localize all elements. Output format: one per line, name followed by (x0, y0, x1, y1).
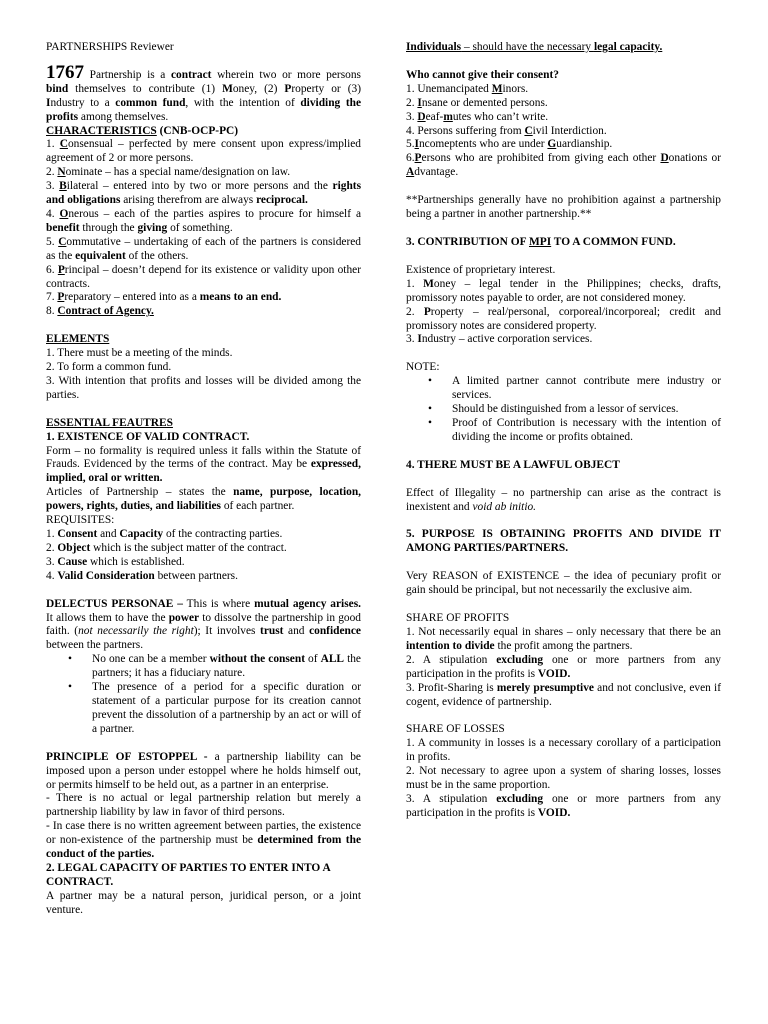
text-run: 1. Not necessarily equal in shares – only necessary that there be an (406, 626, 721, 638)
text-run: eaf- (425, 110, 444, 123)
text-run: without the consent (209, 653, 305, 666)
characteristics-heading-label: CHARACTERISTICS (46, 124, 157, 137)
characteristic-item (46, 180, 361, 208)
text-run: confidence (309, 625, 361, 638)
form-paragraph (46, 445, 361, 487)
text-run: oney, (2) (232, 82, 285, 95)
losses-item (406, 737, 721, 765)
text-run: C (58, 235, 67, 248)
text-run: of (304, 653, 321, 666)
partnership-note: **Partnerships generally have no prohibition against a partnership being a partner in another partnership.** (406, 194, 721, 221)
text-run: expressed, implied, oral or written. (46, 458, 361, 485)
text-run: name, purpose, location, powers, rights, duties, and liabilities (46, 486, 362, 513)
text-run: C (59, 138, 68, 151)
essential-features-heading-label: ESSENTIAL FEAUTRES (46, 416, 173, 429)
text-run: I (417, 96, 422, 109)
elements-heading (46, 333, 361, 347)
delectus-bullet-list (46, 653, 361, 736)
text-run: dividing the profits (46, 96, 361, 123)
text-run: M (222, 82, 233, 95)
text-run: Individuals (406, 41, 462, 53)
text-run: I (46, 96, 51, 109)
text-run: 4. Persons suffering from (406, 124, 525, 137)
article-text (46, 69, 361, 123)
text-run: one or more partners from any participation in the profits is (406, 653, 721, 680)
cannot-consent-item (406, 125, 721, 139)
text-run: arising therefrom are always (120, 194, 257, 207)
characteristic-item (46, 166, 361, 180)
text-run: P (423, 305, 431, 318)
individuals-line (406, 41, 721, 55)
text-run: Cause (57, 555, 88, 568)
text-run: PRINCIPLE OF ESTOPPEL - (46, 750, 208, 763)
text-run: ALL (320, 653, 345, 666)
text-run: dvantage. (414, 166, 459, 179)
cannot-consent-heading (406, 69, 721, 83)
valid-contract-heading-label: 1. EXISTENCE OF VALID CONTRACT. (46, 430, 250, 443)
text-run: which is established. (87, 555, 185, 568)
text-run: B (59, 180, 67, 193)
text-run: of something. (167, 221, 233, 234)
text-run: No one can be a member (92, 653, 210, 666)
text-run: determined from the conduct of the parties. (46, 834, 361, 861)
articles-paragraph (46, 486, 361, 514)
profits-item (406, 682, 721, 710)
purpose-paragraph: Very REASON of EXISTENCE – the idea of pecuniary profit or gain should be principal, but not necessarily the exclusive aim. (406, 570, 721, 597)
text-run: between the partners. (46, 639, 144, 652)
text-run: void ab initio. (472, 500, 537, 513)
element-item: 1. There must be a meeting of the minds. (46, 347, 233, 360)
text-run: G (547, 138, 557, 151)
text-run: - In case there is no written agreement between parties, the existence or non-existence of the partnership must be (46, 820, 361, 847)
text-run: between partners. (154, 569, 238, 582)
cannot-consent-item (406, 111, 721, 125)
cannot-consent-item (406, 83, 721, 97)
text-run: 5. (46, 235, 59, 248)
text-run: 1. (46, 138, 60, 151)
characteristics-heading (46, 125, 361, 139)
text-run: 6. (46, 263, 58, 276)
text-run: VOID. (537, 806, 571, 819)
text-run: onations or (668, 152, 722, 165)
requisite-item (46, 570, 361, 584)
requisite-item (46, 528, 361, 542)
text-run: - There is no actual or legal partnership relation but merely a partnership liability by law in favor of third persons. (46, 792, 361, 819)
text-run: 4. (46, 569, 58, 582)
text-run: ilateral – entered into by two or more persons and the (66, 180, 333, 193)
text-run: themselves to contribute (1) (68, 82, 223, 95)
text-run: equivalent (75, 249, 126, 262)
bullet-item (46, 653, 361, 681)
text-run: MPI (529, 235, 552, 248)
text-run: O (59, 207, 69, 220)
article-number: 1767 (46, 61, 84, 83)
text-run: of the contracting parties. (163, 528, 283, 540)
text-run: excluding (496, 792, 544, 805)
text-run: ontract of Agency. (65, 305, 154, 318)
text-run: one or more partners from any participation in the profits is (406, 792, 721, 819)
text-run: ndustry to a (50, 96, 116, 109)
bullet-item: • Proof of Contribution is necessary with the intention of dividing the income or profits obtained. (406, 417, 721, 445)
text-run: common fund (115, 96, 186, 109)
text-run: C (524, 124, 533, 137)
illegality-paragraph (406, 487, 721, 515)
text-run: P (284, 82, 292, 95)
text-run: merely presumptive (496, 681, 594, 694)
text-run: 2. (406, 305, 424, 318)
note-label: NOTE: (406, 361, 440, 374)
text-run: M (491, 82, 503, 95)
characteristic-item (46, 291, 361, 305)
text-run: mutual agency arises. (254, 597, 361, 610)
text-run: means to an end. (199, 291, 282, 304)
text-run: m (443, 110, 453, 123)
text-run: DELECTUS PERSONAE – (46, 597, 183, 610)
cannot-consent-item (406, 152, 721, 180)
profits-item (406, 626, 721, 654)
text-run: roperty or (3) (291, 82, 361, 95)
article-paragraph (46, 61, 361, 125)
cannot-consent-heading-label: Who cannot give their consent? (406, 68, 559, 81)
delectus-personae-paragraph (46, 598, 361, 654)
bullet-item (46, 681, 361, 737)
text-run: through the (79, 221, 138, 234)
text-run: Articles of Partnership – states the (46, 486, 234, 499)
text-run: among themselves. (78, 110, 169, 123)
text-run: 3. CONTRIBUTION OF (406, 235, 529, 248)
text-run: Valid Consideration (57, 569, 155, 582)
text-run: Form – no formality is required unless it falls within the Statute of Frauds. Evidenced by the terms of the contract. May be (46, 444, 361, 471)
text-run: 1. A community in losses is a necessary corollary of a participation in profits. (406, 737, 721, 764)
right-column (406, 41, 721, 821)
text-run: of the others. (125, 249, 189, 262)
text-run: oney – legal tender in the Philippines; checks, drafts, promissory notes payable to order, are not considered money. (406, 277, 722, 304)
characteristics-list (46, 138, 361, 319)
text-run: 3. (406, 333, 418, 346)
purpose-heading-label: 5. PURPOSE IS OBTAINING PROFITS AND DIVIDE IT AMONG PARTIES/PARTNERS. (406, 528, 721, 555)
text-run: 3. Profit-Sharing is (406, 681, 497, 694)
text-run: The presence of a period for a specific duration or statement of a particular purpose for its creation cannot prevent the dissolution of a partnership by an act or will of a partner. (92, 681, 361, 735)
losses-item (406, 765, 721, 793)
requisite-item (46, 556, 361, 570)
share-of-losses-heading: SHARE OF LOSSES (406, 723, 505, 736)
text-run: 6. (406, 152, 415, 165)
text-run: to dissolve the partnership in good faith. ( (46, 611, 361, 638)
text-run: P (57, 263, 65, 276)
text-run: , with the intention of (185, 96, 301, 109)
valid-contract-heading (46, 431, 361, 445)
requisite-item (46, 542, 361, 556)
text-run: 3. (46, 555, 58, 568)
characteristic-item (46, 208, 361, 236)
text-run: ivil Interdiction. (532, 124, 607, 137)
text-run: – should have the necessary (461, 41, 594, 53)
text-run: reparatory – entered into as a (64, 291, 200, 304)
text-run: A (406, 166, 415, 179)
text-run: wherein two or more persons (211, 68, 361, 81)
text-run: Partnership is a (84, 68, 171, 81)
text-run: uardianship. (556, 138, 613, 151)
document-title: PARTNERSHIPS Reviewer (46, 41, 174, 53)
contribution-intro: Existence of proprietary interest. (406, 263, 556, 276)
requisites-label: REQUISITES: (46, 514, 115, 527)
text-run: legal capacity. (593, 41, 663, 53)
elements-heading-label: ELEMENTS (46, 333, 110, 346)
text-run: 2. (46, 541, 58, 554)
contribution-heading (406, 236, 721, 250)
element-item: 2. To form a common fund. (46, 361, 172, 374)
text-run: D (660, 152, 669, 165)
text-run: P (57, 291, 65, 304)
text-run: nsane or demented persons. (421, 96, 548, 109)
note-bullet-list (406, 375, 721, 445)
lawful-object-heading (406, 459, 721, 473)
text-run: ndustry – active corporation services. (421, 333, 593, 346)
text-run: I (417, 333, 422, 346)
cannot-consent-item (406, 138, 721, 152)
text-run: rincipal – doesn’t depend for its existence or validity upon other contracts. (46, 263, 362, 290)
purpose-heading (406, 528, 721, 556)
text-run: bind (46, 82, 69, 95)
text-run: 2. (46, 166, 58, 179)
estoppel-paragraph (46, 751, 361, 793)
text-run: the partners; it has a fiduciary nature. (92, 653, 361, 680)
text-run: onsensual – perfected by mere consent upon express/implied agreement of 2 or more persons. (46, 138, 361, 165)
text-run: which is the subject matter of the contract. (90, 541, 287, 554)
text-run: and (283, 625, 310, 638)
text-run: Effect of Illegality – no partnership can arise as the contract is inexistent and (406, 486, 721, 513)
estoppel-note (46, 820, 361, 862)
text-run: ominate – has a special name/designation on law. (65, 166, 291, 179)
text-run: rights and obligations (46, 180, 362, 207)
characteristic-item (46, 305, 361, 319)
contribution-item (406, 306, 721, 334)
text-run: the profit among the partners. (494, 639, 633, 652)
characteristic-item (46, 236, 361, 264)
text-run: nerous – each of the parties aspires to procure for himself a (68, 207, 361, 220)
text-run: roperty – real/personal, corporeal/incorporeal; credit and promissory notes are considered property. (406, 305, 722, 332)
text-run: 3. (46, 180, 60, 193)
text-run: It allows them to have the (46, 611, 169, 624)
text-run: 3. (406, 110, 418, 123)
text-run: 4. (46, 207, 60, 220)
lawful-object-heading-label: 4. THERE MUST BE A LAWFUL OBJECT (406, 458, 620, 471)
text-run: 1. Unemancipated (406, 82, 492, 95)
text-run: 2. A stipulation (406, 653, 497, 666)
text-run: VOID. (537, 667, 571, 680)
text-run: intention to divide (406, 639, 495, 652)
text-run: 2. (406, 96, 418, 109)
text-run: ommutative – undertaking of each of the partners is considered as the (46, 235, 362, 262)
profits-item (406, 654, 721, 682)
text-run: and not conclusive, even if cogent, evidence of partnership. (406, 681, 722, 708)
text-run: C (57, 305, 66, 318)
cannot-consent-item (406, 97, 721, 111)
text-run: ); It involves (193, 625, 261, 638)
text-run: a partnership liability can be imposed upon a person under estoppel where he holds himself out, or permits himself to be held out, as a partner in an enterprise. (46, 750, 361, 791)
text-run: 5. (406, 138, 415, 151)
element-item: 3. With intention that profits and losses will be divided among the parties. (46, 374, 361, 401)
text-run: TO A COMMON FUND. (551, 235, 676, 248)
estoppel-note (46, 792, 361, 820)
text-run: contract (170, 68, 212, 81)
text-run: 8. (46, 305, 58, 318)
text-run: power (168, 611, 200, 624)
characteristics-mnemonic: (CNB-OCP-PC) (156, 124, 239, 137)
text-run: ersons who are prohibited from giving each other (421, 152, 661, 165)
legal-capacity-text: A partner may be a natural person, juridical person, or a joint venture. (46, 889, 361, 916)
text-run: 1. (406, 277, 424, 290)
text-run: and (97, 528, 120, 540)
text-run: reciprocal. (256, 194, 308, 207)
characteristic-item (46, 264, 361, 292)
text-run: not necessarily the right (78, 625, 194, 638)
text-run: M (423, 277, 434, 290)
text-run: inors. (502, 82, 529, 95)
text-run: 3. A stipulation (406, 792, 497, 805)
text-run: benefit (46, 221, 80, 234)
share-of-profits-heading: SHARE OF PROFITS (406, 612, 510, 625)
left-column (46, 41, 361, 918)
contribution-item (406, 278, 721, 306)
characteristic-item (46, 138, 361, 166)
text-run: utes who can’t write. (452, 110, 549, 123)
text-run: of each partner. (221, 500, 295, 513)
text-run: I (414, 138, 419, 151)
legal-capacity-heading-label: 2. LEGAL CAPACITY OF PARTIES TO ENTER INTO A CONTRACT. (46, 861, 331, 888)
bullet-item: • A limited partner cannot contribute mere industry or services. (406, 375, 721, 403)
text-run: 1. (46, 528, 58, 540)
essential-features-heading (46, 417, 361, 431)
losses-item (406, 793, 721, 821)
text-run: N (57, 166, 66, 179)
legal-capacity-heading (46, 862, 361, 890)
text-run: P (414, 152, 422, 165)
text-run: ncomeptents who are under (418, 138, 548, 151)
text-run: Capacity (119, 528, 164, 540)
bullet-item: • Should be distinguished from a lessor of services. (406, 403, 721, 417)
text-run: Consent (57, 528, 98, 540)
text-run: Object (57, 541, 91, 554)
text-run: 2. Not necessary to agree upon a system of sharing losses, losses must be in the same proportion. (406, 765, 721, 792)
text-run: 7. (46, 291, 58, 304)
text-run: D (417, 110, 426, 123)
text-run: trust (260, 625, 284, 638)
text-run: This is where (182, 597, 255, 610)
text-run: excluding (496, 653, 544, 666)
text-run: giving (137, 221, 168, 234)
contribution-item (406, 333, 721, 347)
